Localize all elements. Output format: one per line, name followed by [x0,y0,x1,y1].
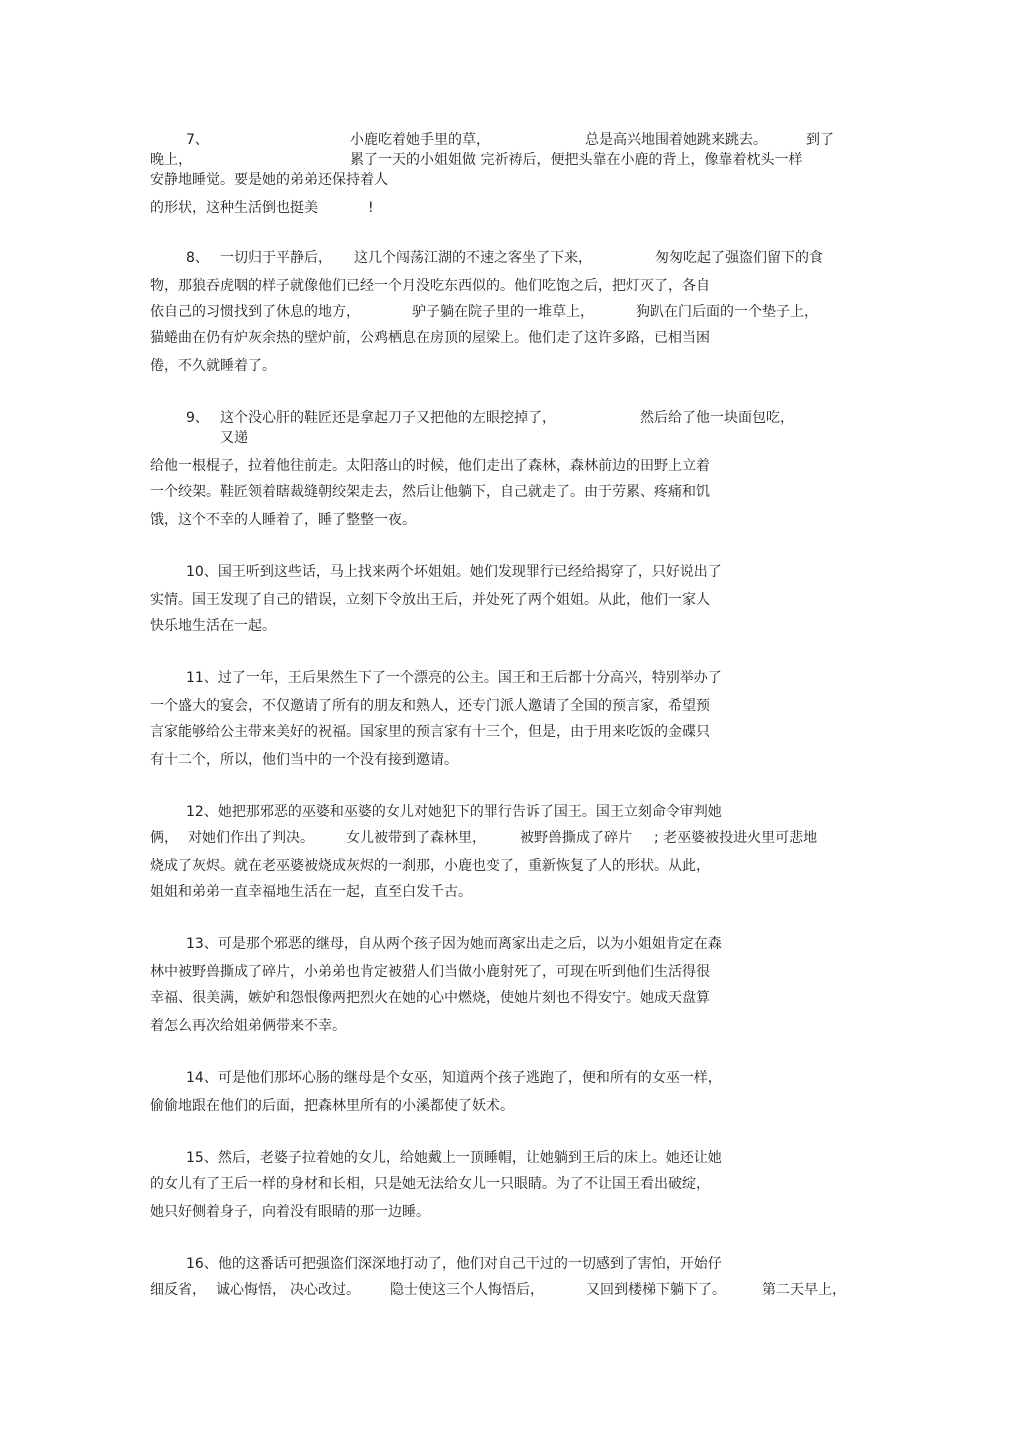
text-line [0,666,1024,690]
text-line [0,246,1024,270]
text-segment: 偷偷地跟在他们的后面，把森林里所有的小溪都使了妖术。 [150,1098,514,1114]
text-line [0,300,1024,324]
text-segment: ! [368,200,374,216]
text-line [0,720,1024,744]
text-segment: 狗趴在门后面的一个垫子上， [636,304,818,320]
text-segment: 又回到楼梯下躺下了。 [586,1282,726,1298]
text-segment: 快乐地生活在一起。 [150,618,276,634]
text-segment: 姐姐和弟弟一直幸福地生活在一起，直至白发千古。 [150,884,472,900]
text-segment: 7、 [186,132,209,148]
text-segment: 女儿被带到了森林里， [346,830,486,846]
text-line [0,1066,1024,1090]
text-line [0,168,1024,192]
text-segment: 细反省， [150,1282,206,1298]
text-segment: 又递 [220,430,248,446]
text-segment: 总是高兴地围着她跳来跳去。 [585,132,767,148]
text-segment: 言家能够给公主带来美好的祝福。国家里的预言家有十三个，但是，由于用来吃饭的金碟只 [150,724,710,740]
text-segment: ; 老巫婆被投进火里可悲地 [654,830,818,846]
text-segment: 饿，这个不幸的人睡着了，睡了整整一夜。 [150,512,416,528]
text-line [0,854,1024,878]
text-line [0,986,1024,1010]
text-segment: 14、可是他们那坏心肠的继母是个女巫，知道两个孩子逃跑了，便和所有的女巫一样， [186,1070,722,1086]
text-segment: 累了一天的小姐姐做 完祈祷后，便把头靠在小鹿的背上，像靠着枕头一样 [350,152,803,168]
text-line [0,1146,1024,1170]
text-segment: 烧成了灰烬。就在老巫婆被烧成灰烬的一刹那，小鹿也变了，重新恢复了人的形状。从此， [150,858,710,874]
text-segment: 倦，不久就睡着了。 [150,358,276,374]
text-line [0,800,1024,824]
text-segment: 实情。国王发现了自己的错误，立刻下令放出王后，并处死了两个姐姐。从此，他们一家人 [150,592,710,608]
text-segment: 第二天早上， [762,1282,846,1298]
text-segment: 13、可是那个邪恶的继母，自从两个孩子因为她而离家出走之后，以为小姐姐肯定在森 [186,936,722,952]
text-line [0,614,1024,638]
text-line [0,960,1024,984]
text-segment: 11、过了一年，王后果然生下了一个漂亮的公主。国王和王后都十分高兴，特别举办了 [186,670,722,686]
text-line [0,326,1024,350]
text-line [0,480,1024,504]
text-segment: 匆匆吃起了强盗们留下的食 [655,250,823,266]
text-segment: 俩， [150,830,178,846]
text-segment: 15、然后，老婆子拉着她的女儿，给她戴上一顶睡帽，让她躺到王后的床上。她还让她 [186,1150,722,1166]
text-line [0,1200,1024,1224]
text-segment: 她只好侧着身子，向着没有眼睛的那一边睡。 [150,1204,430,1220]
text-line [0,748,1024,772]
text-segment: 物，那狼吞虎咽的样子就像他们已经一个月没吃东西似的。他们吃饱之后，把灯灭了，各自 [150,278,710,294]
text-line [0,454,1024,478]
text-segment: 这个没心肝的鞋匠还是拿起刀子又把他的左眼挖掉了， [220,410,556,426]
text-segment: 12、她把那邪恶的巫婆和巫婆的女儿对她犯下的罪行告诉了国王。国王立刻命令审判她 [186,804,722,820]
text-segment: 9、 [186,410,209,426]
text-line [0,694,1024,718]
text-segment: 驴子躺在院子里的一堆草上， [412,304,594,320]
text-line [0,196,1024,220]
text-segment: 依自己的习惯找到了休息的地方， [150,304,360,320]
text-segment: 8、 [186,250,209,266]
text-line [0,426,1024,450]
text-segment: 10、国王听到这些话，马上找来两个坏姐姐。她们发现罪行已经给揭穿了，只好说出了 [186,564,722,580]
text-segment: 的女儿有了王后一样的身材和长相，只是她无法给女儿一只眼睛。为了不让国王看出破绽， [150,1176,710,1192]
text-line [0,932,1024,956]
text-line [0,880,1024,904]
text-segment: 有十二个，所以，他们当中的一个没有接到邀请。 [150,752,458,768]
text-line [0,1172,1024,1196]
text-line [0,274,1024,298]
text-segment: 这几个闯荡江湖的不速之客坐了下来， [354,250,592,266]
text-segment: 幸福、很美满，嫉妒和怨恨像两把烈火在她的心中燃烧，使她片刻也不得安宁。她成天盘算 [150,990,710,1006]
text-line [0,1014,1024,1038]
text-segment: 一个盛大的宴会，不仅邀请了所有的朋友和熟人，还专门派人邀请了全国的预言家，希望预 [150,698,710,714]
text-segment: 隐士使这三个人悔悟后， [390,1282,544,1298]
text-segment: 猫蜷曲在仍有炉灰余热的壁炉前，公鸡栖息在房顶的屋梁上。他们走了这许多路，已相当困 [150,330,710,346]
text-line [0,1094,1024,1118]
text-segment: 给他一根棍子，拉着他往前走。太阳落山的时候，他们走出了森林，森林前边的田野上立着 [150,458,710,474]
text-segment: 一个绞架。鞋匠领着瞎裁缝朝绞架走去，然后让他躺下，自己就走了。由于劳累、疼痛和饥 [150,484,710,500]
text-segment: 着怎么再次给姐弟俩带来不幸。 [150,1018,346,1034]
text-segment: 晚上， [150,152,192,168]
text-segment: 一切归于平静后， [220,250,332,266]
text-segment: 小鹿吃着她手里的草， [350,132,490,148]
text-segment: 安静地睡觉。要是她的弟弟还保持着人 [150,172,388,188]
text-segment: 对她们作出了判决。 [188,830,314,846]
text-line [0,354,1024,378]
text-segment: 林中被野兽撕成了碎片，小弟弟也肯定被猎人们当做小鹿射死了，可现在听到他们生活得很 [150,964,710,980]
text-segment: 诚心悔悟， [216,1282,286,1298]
text-line [0,560,1024,584]
text-segment: 然后给了他一块面包吃， [640,410,794,426]
text-line [0,588,1024,612]
text-segment: 到了 [806,132,834,148]
text-line [0,1252,1024,1276]
text-segment: 16、他的这番话可把强盗们深深地打动了，他们对自己干过的一切感到了害怕，开始仔 [186,1256,722,1272]
text-line [0,826,1024,850]
text-segment: 被野兽撕成了碎片 [520,830,632,846]
text-segment: 的形状，这种生活倒也挺美 [150,200,318,216]
text-line [0,1278,1024,1302]
text-segment: 决心改过。 [290,1282,360,1298]
text-line [0,508,1024,532]
